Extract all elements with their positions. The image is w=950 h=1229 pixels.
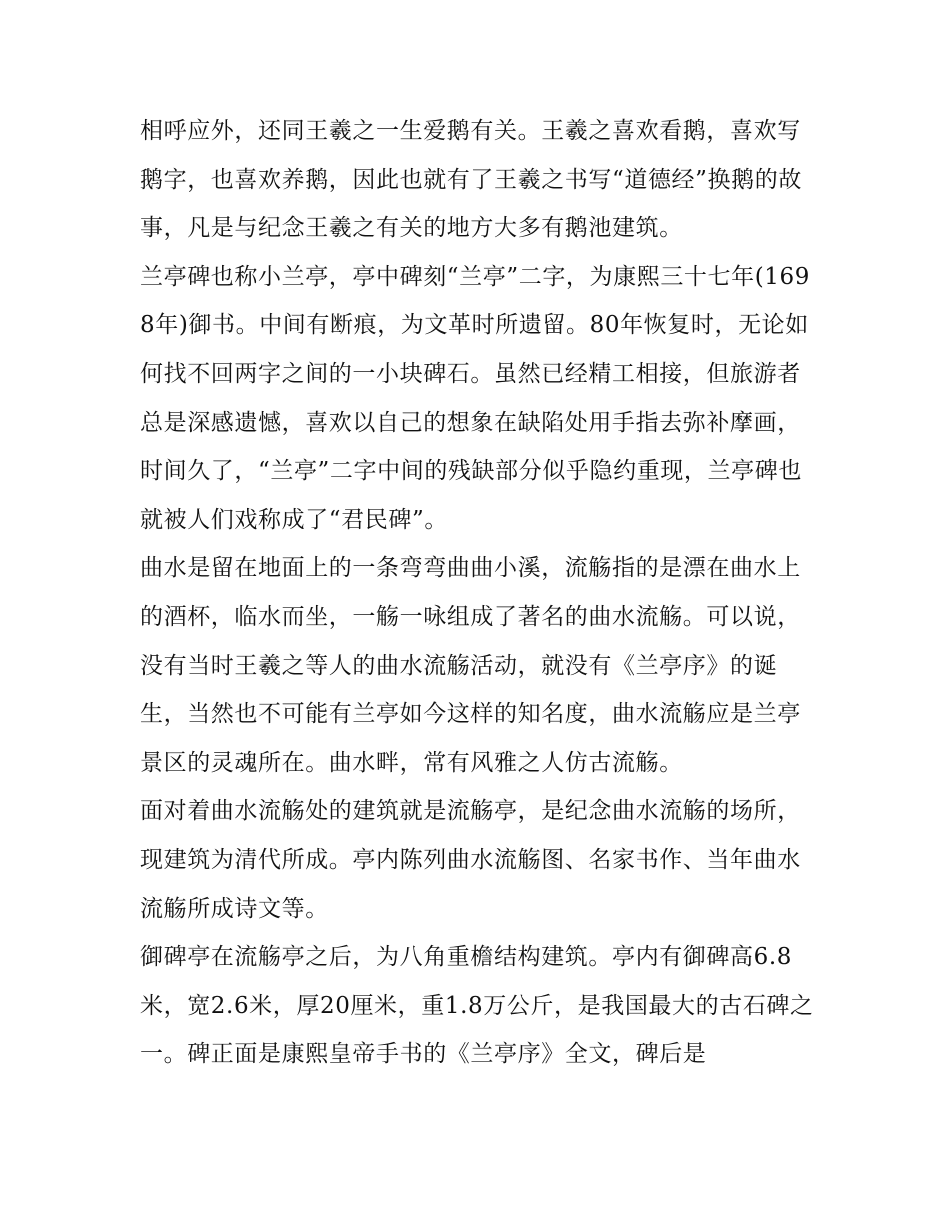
paragraph-goose-pond: 相呼应外，还同王羲之一生爱鹅有关。王羲之喜欢看鹅，喜欢写鹅字，也喜欢养鹅，因此也就有了王羲之书写“道德经”换鹅的故事，凡是与纪念王羲之有关的地方大多有鹅池建筑。 xyxy=(140,118,802,242)
paragraph-lanting-stele: 兰亭碑也称小兰亭，亭中碑刻“兰亭”二字，为康熙三十七年(1698年)御书。中间有断痕，为文革时所遗留。80年恢复时，无论如何找不回两字之间的一小块碑石。虽然已经精工相接，但旅游者总是深感遗憾，喜欢以自己的想象在缺陷处用手指去弥补摩画，时间久了，“兰亭”二字中间的残缺部分似乎隐约重现，兰亭碑也就被人们戏称成了“君民碑”。 xyxy=(140,263,810,533)
body-text xyxy=(140,107,820,1079)
paragraph-imperial-stele-pavilion: 御碑亭在流觞亭之后，为八角重檐结构建筑。亭内有御碑高6.8米，宽2.6米，厚20厘米，重1.8万公斤，是我国最大的古石碑之一。碑正面是康熙皇帝手书的《兰亭序》全文，碑后是 xyxy=(140,944,814,1068)
paragraph-winding-stream: 曲水是留在地面上的一条弯弯曲曲小溪，流觞指的是漂在曲水上的酒杯，临水而坐，一觞一咏组成了著名的曲水流觞。可以说，没有当时王羲之等人的曲水流觞活动，就没有《兰亭序》的诞生，当然也不可能有兰亭如今这样的知名度，曲水流觞应是兰亭景区的灵魂所在。曲水畔，常有风雅之人仿古流觞。 xyxy=(140,555,801,776)
paragraph-liushang-pavilion: 面对着曲水流觞处的建筑就是流觞亭，是纪念曲水流觞的场所，现建筑为清代所成。亭内陈列曲水流觞图、名家书作、当年曲水流觞所成诗文等。 xyxy=(140,798,801,922)
